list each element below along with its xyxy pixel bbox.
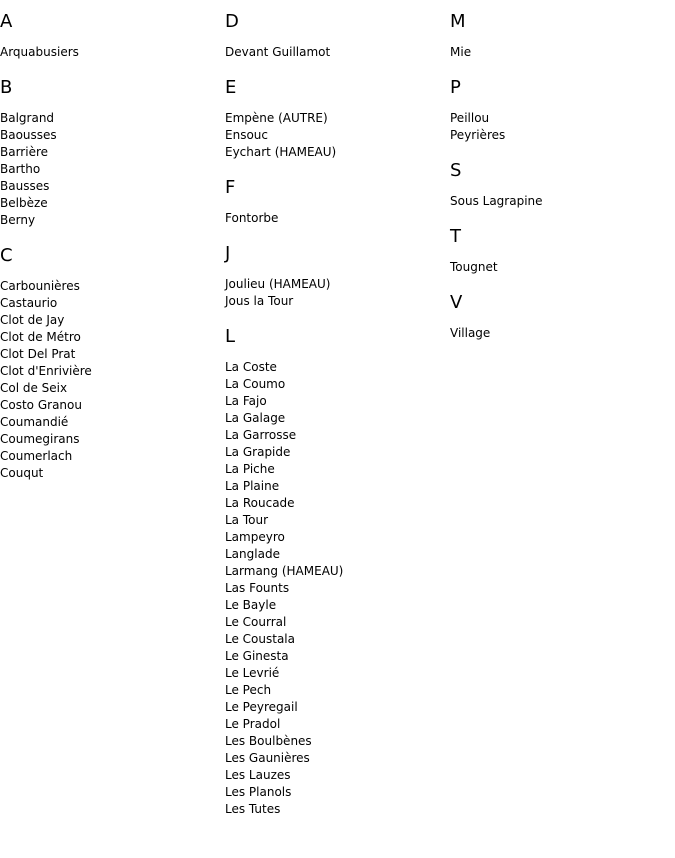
letter-group-t bbox=[450, 225, 675, 276]
place-link[interactable]: Sous Lagrapine bbox=[450, 194, 543, 208]
letter-heading: P bbox=[450, 77, 461, 98]
place-list-item bbox=[225, 410, 450, 427]
place-link[interactable]: Les Lauzes bbox=[225, 768, 291, 782]
place-link[interactable]: La Garrosse bbox=[225, 428, 297, 442]
place-link[interactable]: Ensouc bbox=[225, 128, 268, 142]
place-list-item bbox=[225, 444, 450, 461]
place-list-item bbox=[0, 212, 225, 229]
place-link[interactable]: Les Boulbènes bbox=[225, 734, 312, 748]
index-column-2 bbox=[225, 10, 450, 833]
letter-heading: V bbox=[450, 292, 463, 313]
place-link[interactable]: Clot Del Prat bbox=[0, 347, 76, 361]
place-list-item bbox=[225, 767, 450, 784]
place-link[interactable]: La Coste bbox=[225, 360, 277, 374]
place-list-item bbox=[225, 699, 450, 716]
place-link[interactable]: Le Coustala bbox=[225, 632, 295, 646]
place-list-item bbox=[0, 161, 225, 178]
place-link[interactable]: Larmang (HAMEAU) bbox=[225, 564, 344, 578]
place-link[interactable]: Empène (AUTRE) bbox=[225, 111, 328, 125]
letter-heading: A bbox=[0, 11, 13, 32]
place-list-item bbox=[0, 278, 225, 295]
place-list-item bbox=[0, 397, 225, 414]
place-link[interactable]: Le Bayle bbox=[225, 598, 277, 612]
place-list-item bbox=[225, 563, 450, 580]
place-link[interactable]: Le Pech bbox=[225, 683, 272, 697]
place-link[interactable]: Baousses bbox=[0, 128, 57, 142]
place-link[interactable]: La Roucade bbox=[225, 496, 295, 510]
place-link[interactable]: Le Peyregail bbox=[225, 700, 298, 714]
place-list bbox=[225, 359, 450, 818]
letter-group-e bbox=[225, 76, 450, 161]
place-link[interactable]: Bausses bbox=[0, 179, 50, 193]
place-list-item bbox=[0, 431, 225, 448]
place-link[interactable]: Lampeyro bbox=[225, 530, 285, 544]
place-list-item bbox=[225, 359, 450, 376]
place-list-item bbox=[450, 193, 675, 210]
place-link[interactable]: Les Planols bbox=[225, 785, 292, 799]
letter-group-j bbox=[225, 242, 450, 310]
place-link[interactable]: La Coumo bbox=[225, 377, 286, 391]
place-list-item bbox=[450, 259, 675, 276]
place-list bbox=[0, 110, 225, 229]
place-list bbox=[450, 110, 675, 144]
place-list bbox=[225, 44, 450, 61]
place-link[interactable]: La Tour bbox=[225, 513, 269, 527]
letter-heading: B bbox=[0, 77, 13, 98]
place-list bbox=[225, 276, 450, 310]
place-list-item bbox=[0, 44, 225, 61]
place-list-item bbox=[225, 276, 450, 293]
place-link[interactable]: Balgrand bbox=[0, 111, 55, 125]
place-link[interactable]: Langlade bbox=[225, 547, 280, 561]
letter-group-f bbox=[225, 176, 450, 227]
place-list-item bbox=[0, 465, 225, 482]
place-link[interactable]: La Plaine bbox=[225, 479, 280, 493]
place-list-item bbox=[0, 448, 225, 465]
place-list-item bbox=[225, 580, 450, 597]
place-list-item bbox=[450, 110, 675, 127]
place-list bbox=[450, 193, 675, 210]
letter-group-l bbox=[225, 325, 450, 818]
place-list-item bbox=[225, 512, 450, 529]
place-list bbox=[450, 44, 675, 61]
place-link[interactable]: Les Tutes bbox=[225, 802, 281, 816]
place-list-item bbox=[225, 801, 450, 818]
place-list-item bbox=[450, 325, 675, 342]
place-list-item bbox=[450, 44, 675, 61]
place-list-item bbox=[225, 665, 450, 682]
place-list-item bbox=[0, 127, 225, 144]
place-list bbox=[225, 110, 450, 161]
letter-heading: S bbox=[450, 160, 462, 181]
place-list-item bbox=[225, 293, 450, 310]
letter-group-b bbox=[0, 76, 225, 229]
place-list-item bbox=[0, 312, 225, 329]
place-list-item bbox=[225, 376, 450, 393]
letter-group-a bbox=[0, 10, 225, 61]
place-list-item bbox=[225, 461, 450, 478]
place-link[interactable]: Costo Granou bbox=[0, 398, 82, 412]
place-list-item bbox=[225, 427, 450, 444]
place-link[interactable]: Coumerlach bbox=[0, 449, 73, 463]
place-link[interactable]: Berny bbox=[0, 213, 36, 227]
place-link[interactable]: Clot de Métro bbox=[0, 330, 81, 344]
place-list-item bbox=[0, 110, 225, 127]
place-list bbox=[0, 44, 225, 61]
place-link[interactable]: Fontorbe bbox=[225, 211, 279, 225]
place-list-item bbox=[225, 682, 450, 699]
place-link[interactable]: Tougnet bbox=[450, 260, 498, 274]
place-list-item bbox=[225, 495, 450, 512]
place-link[interactable]: La Grapide bbox=[225, 445, 291, 459]
place-list bbox=[450, 259, 675, 276]
place-list-item bbox=[225, 784, 450, 801]
letter-group-m bbox=[450, 10, 675, 61]
place-link[interactable]: Le Courral bbox=[225, 615, 287, 629]
place-link[interactable]: Joulieu (HAMEAU) bbox=[225, 277, 331, 291]
place-list-item bbox=[225, 716, 450, 733]
place-list-item bbox=[225, 110, 450, 127]
place-link[interactable]: Las Founts bbox=[225, 581, 290, 595]
place-list-item bbox=[0, 346, 225, 363]
place-list-item bbox=[225, 597, 450, 614]
index-column-3 bbox=[450, 10, 675, 357]
letter-group-c bbox=[0, 244, 225, 482]
place-link[interactable]: Coumandié bbox=[0, 415, 69, 429]
place-list bbox=[225, 210, 450, 227]
letter-heading: L bbox=[225, 326, 236, 347]
letter-heading: J bbox=[225, 243, 231, 264]
letter-group-v bbox=[450, 291, 675, 342]
letter-heading: M bbox=[450, 11, 466, 32]
letter-heading: D bbox=[225, 11, 239, 32]
place-link[interactable]: La Galage bbox=[225, 411, 286, 425]
place-list-item bbox=[0, 178, 225, 195]
place-link[interactable]: Village bbox=[450, 326, 491, 340]
place-link[interactable]: Coumegirans bbox=[0, 432, 80, 446]
place-list-item bbox=[225, 478, 450, 495]
place-list-item bbox=[225, 546, 450, 563]
place-link[interactable]: Clot d'Enrivière bbox=[0, 364, 92, 378]
place-link[interactable]: La Fajo bbox=[225, 394, 267, 408]
place-link[interactable]: Le Ginesta bbox=[225, 649, 289, 663]
place-link[interactable]: Les Gaunières bbox=[225, 751, 310, 765]
place-list-item bbox=[225, 127, 450, 144]
place-link[interactable]: Bartho bbox=[0, 162, 41, 176]
letter-group-s bbox=[450, 159, 675, 210]
place-list-item bbox=[225, 44, 450, 61]
place-list-item bbox=[225, 614, 450, 631]
place-link[interactable]: Eychart (HAMEAU) bbox=[225, 145, 337, 159]
place-list-item bbox=[225, 529, 450, 546]
place-list-item bbox=[225, 144, 450, 161]
place-list-item bbox=[225, 733, 450, 750]
place-list-item bbox=[225, 210, 450, 227]
place-link[interactable]: Couqut bbox=[0, 466, 44, 480]
letter-group-d bbox=[225, 10, 450, 61]
place-link[interactable]: Jous la Tour bbox=[225, 294, 294, 308]
letter-group-p bbox=[450, 76, 675, 144]
place-link[interactable]: Le Pradol bbox=[225, 717, 281, 731]
place-list-item bbox=[0, 380, 225, 397]
place-link[interactable]: Belbèze bbox=[0, 196, 48, 210]
place-link[interactable]: Peyrières bbox=[450, 128, 506, 142]
place-list bbox=[450, 325, 675, 342]
letter-heading: T bbox=[450, 226, 461, 247]
place-list-item bbox=[225, 750, 450, 767]
index-column-1 bbox=[0, 10, 225, 497]
place-link[interactable]: Barrière bbox=[0, 145, 49, 159]
place-link[interactable]: Castaurio bbox=[0, 296, 58, 310]
letter-heading: F bbox=[225, 177, 236, 198]
place-link[interactable]: Le Levrié bbox=[225, 666, 280, 680]
place-list-item bbox=[0, 295, 225, 312]
place-list-item bbox=[0, 363, 225, 380]
place-link[interactable]: Mie bbox=[450, 45, 472, 59]
place-link[interactable]: Col de Seix bbox=[0, 381, 68, 395]
place-list-item bbox=[225, 631, 450, 648]
place-list-item bbox=[225, 393, 450, 410]
letter-heading: C bbox=[0, 245, 13, 266]
place-list-item bbox=[0, 414, 225, 431]
place-link[interactable]: Arquabusiers bbox=[0, 45, 79, 59]
place-list-item bbox=[0, 144, 225, 161]
place-link[interactable]: Devant Guillamot bbox=[225, 45, 331, 59]
place-list-item bbox=[450, 127, 675, 144]
place-link[interactable]: Clot de Jay bbox=[0, 313, 65, 327]
place-link[interactable]: Carbounières bbox=[0, 279, 80, 293]
letter-heading: E bbox=[225, 77, 237, 98]
place-list-item bbox=[225, 648, 450, 665]
place-link[interactable]: Peillou bbox=[450, 111, 490, 125]
place-list bbox=[0, 278, 225, 482]
place-list-item bbox=[0, 329, 225, 346]
place-link[interactable]: La Piche bbox=[225, 462, 275, 476]
place-list-item bbox=[0, 195, 225, 212]
